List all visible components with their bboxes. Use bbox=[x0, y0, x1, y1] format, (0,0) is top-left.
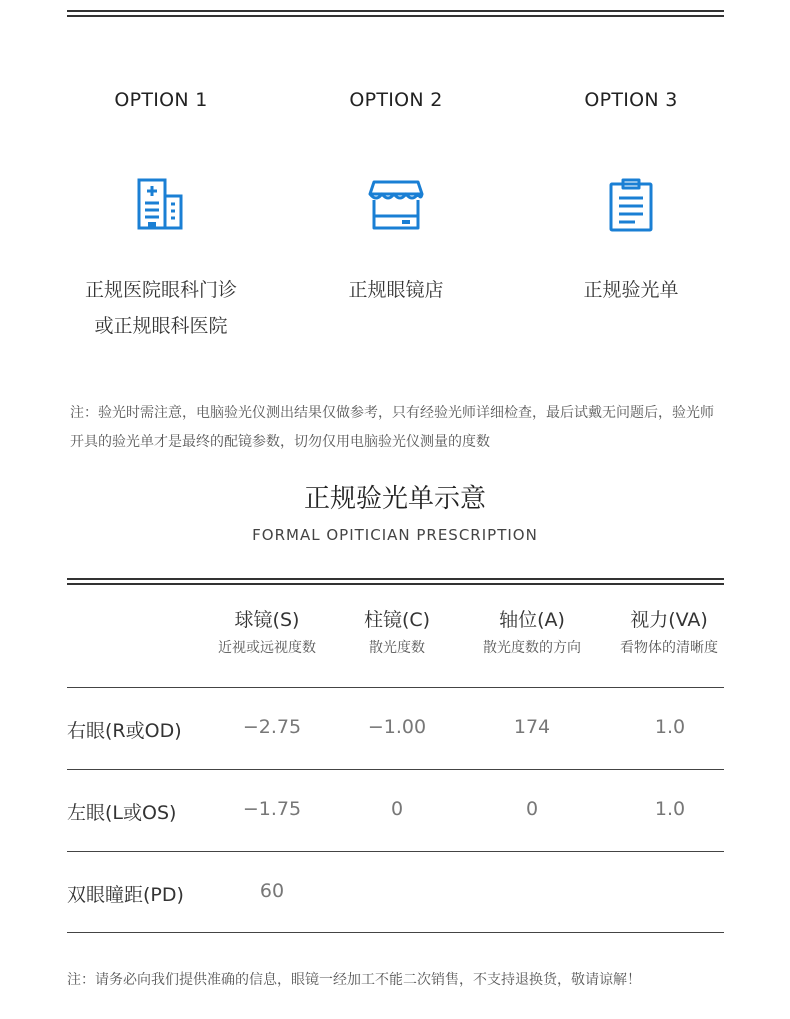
disclaimer-note: 注：请务必向我们提供准确的信息，眼镜一经加工不能二次销售，不支持退换货，敬请谅解！ bbox=[67, 972, 641, 988]
option-desc-line1: 正规验光单 bbox=[583, 279, 679, 301]
cell-va: 1.0 bbox=[654, 798, 686, 820]
row-label-pd: 双眼瞳距(PD) bbox=[67, 884, 184, 906]
clipboard-icon bbox=[601, 176, 661, 236]
header-sub: 散光度数的方向 bbox=[483, 640, 581, 656]
cell-axis: 174 bbox=[513, 716, 551, 738]
table-divider bbox=[67, 769, 724, 770]
cell-cylinder: 0 bbox=[390, 798, 404, 820]
cell-pd: 60 bbox=[259, 880, 285, 902]
option-title: OPTION 2 bbox=[349, 89, 443, 111]
option-description bbox=[36, 272, 286, 344]
section-subtitle: FORMAL OPITICIAN PRESCRIPTION bbox=[252, 526, 538, 544]
option-description bbox=[271, 272, 521, 308]
header-sub: 近视或远视度数 bbox=[218, 640, 316, 656]
cell-sphere: −1.75 bbox=[242, 798, 302, 820]
top-double-rule bbox=[67, 10, 724, 18]
cell-cylinder: −1.00 bbox=[367, 716, 427, 738]
section-title: 正规验光单示意 bbox=[303, 484, 486, 514]
hospital-icon bbox=[131, 176, 191, 236]
header-sub: 散光度数 bbox=[369, 640, 425, 656]
option-title: OPTION 3 bbox=[584, 89, 678, 111]
header-main: 柱镜(C) bbox=[363, 609, 431, 631]
option-3 bbox=[506, 85, 756, 308]
header-main: 视力(VA) bbox=[630, 609, 708, 631]
option-desc-line1: 正规眼镜店 bbox=[348, 279, 444, 301]
table-top-double-rule bbox=[67, 578, 724, 586]
table-divider bbox=[67, 687, 724, 688]
cell-sphere: −2.75 bbox=[242, 716, 302, 738]
row-label-right-eye: 右眼(R或OD) bbox=[67, 720, 182, 742]
store-icon bbox=[366, 176, 426, 236]
option-1 bbox=[36, 85, 286, 344]
option-2 bbox=[271, 85, 521, 308]
option-title: OPTION 1 bbox=[114, 89, 208, 111]
header-axis bbox=[467, 606, 597, 660]
option-desc-line2: 或正规眼科医院 bbox=[94, 315, 228, 337]
options-section bbox=[0, 85, 790, 345]
header-cylinder bbox=[337, 606, 457, 660]
table-bottom-rule bbox=[67, 932, 724, 933]
header-visual-acuity bbox=[604, 606, 734, 660]
verification-note: 注：验光时需注意，电脑验光仪测出结果仅做参考，只有经验光师详细检查，最后试戴无问题后，验光师开具的验光单才是最终的配镜参数，切勿仅用电脑验光仪测量的度数 bbox=[70, 405, 714, 450]
cell-axis: 0 bbox=[525, 798, 539, 820]
header-sphere bbox=[202, 606, 332, 660]
option-desc-line1: 正规医院眼科门诊 bbox=[84, 279, 237, 301]
header-sub: 看物体的清晰度 bbox=[620, 640, 718, 656]
header-main: 球镜(S) bbox=[234, 609, 300, 631]
table-divider bbox=[67, 851, 724, 852]
cell-va: 1.0 bbox=[654, 716, 686, 738]
option-description bbox=[506, 272, 756, 308]
table-header-row bbox=[67, 606, 724, 686]
row-label-left-eye: 左眼(L或OS) bbox=[67, 802, 177, 824]
header-main: 轴位(A) bbox=[499, 609, 565, 631]
